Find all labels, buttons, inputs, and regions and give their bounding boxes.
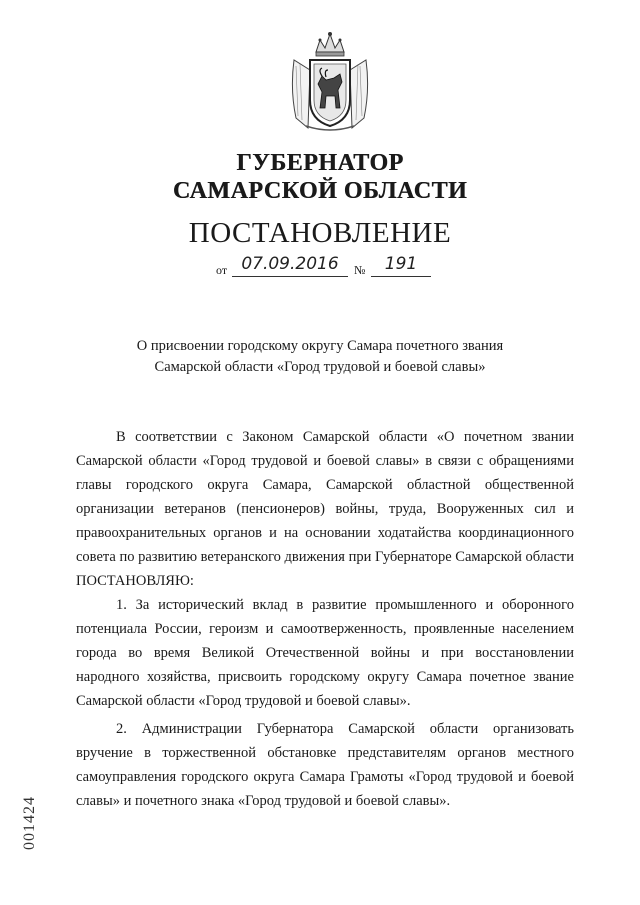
date-prefix-label: от <box>216 263 228 277</box>
subject-line: Самарской области «Город трудовой и боевой славы» <box>154 359 486 375</box>
body-paragraph-preamble: В соответствии с Законом Самарской области «О почетном звании Самарской области «Город трудовой и боевой славы» в связи с обращениями главы городского округа Самара, Самарской областной общественной организации ветеранов (пенсионеров) войны, труда, Вооруженных сил и правоохранительных органов и на основании ходатайства координационного совета по развитию ветеранского движения при Губернаторе Самарской области ПОСТАНОВЛЯЮ: <box>76 429 574 589</box>
document-subject <box>0 336 640 378</box>
document-date: 07.09.2016 <box>232 252 348 277</box>
samara-coat-of-arms-icon <box>288 30 372 134</box>
date-number-line <box>214 252 444 278</box>
body-paragraph-item-2: 2. Администрации Губернатора Самарской области организовать вручение в торжественной обстановке представителям органов местного самоуправления городского округа Самара Грамоты «Город трудовой и боевой славы» и почетного знака «Город трудовой и боевой славы». <box>76 721 574 809</box>
body-paragraph-item-1: 1. За исторический вклад в развитие промышленного и оборонного потенциала России, героизм и самоотверженность, проявленные населением города во время Великой Отечественной войны и при восстановлении народного хозяйства, присвоить городскому округу Самара почетное звание Самарской области «Город трудовой и боевой славы». <box>76 597 574 709</box>
serial-number: 001424 <box>21 796 38 850</box>
organization-title: ГУБЕРНАТОР <box>236 150 404 176</box>
document-type: ПОСТАНОВЛЕНИЕ <box>188 217 452 249</box>
number-label: № <box>354 263 366 277</box>
organization-region: САМАРСКОЙ ОБЛАСТИ <box>172 178 468 204</box>
document-number: 191 <box>371 252 431 277</box>
document-body <box>76 425 574 813</box>
subject-line: О присвоении городскому округу Самара почетного звания <box>136 338 504 354</box>
serial-stamp <box>16 790 44 860</box>
